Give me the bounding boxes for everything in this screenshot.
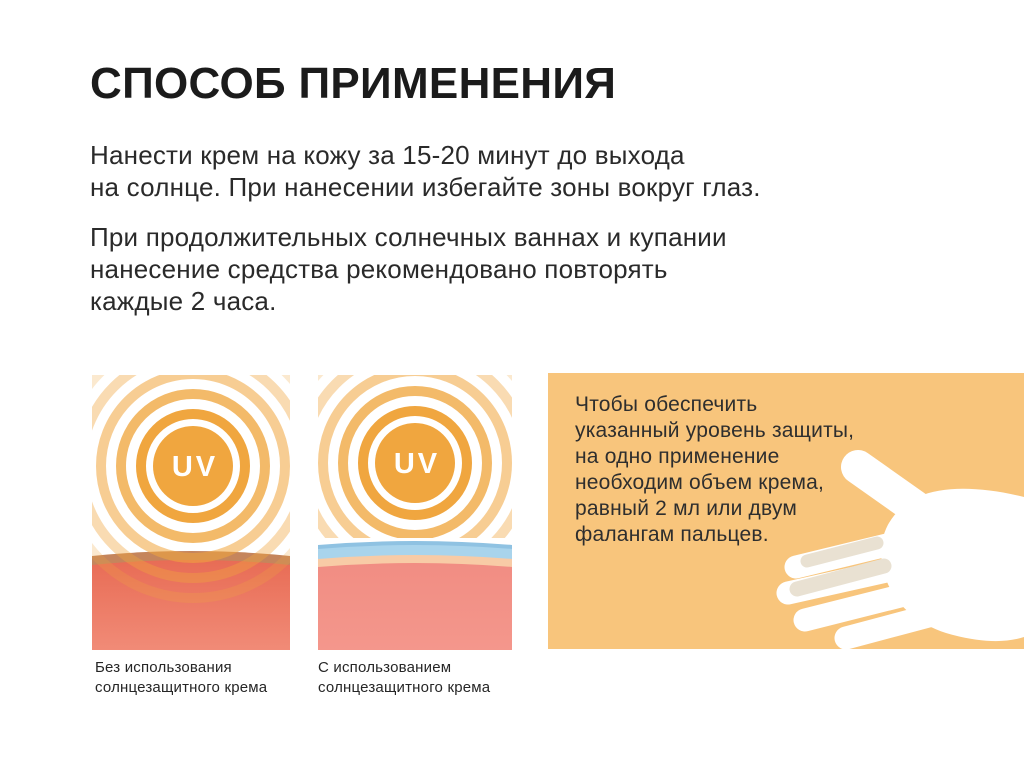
caption-with-spf-line2: солнцезащитного крема — [318, 679, 491, 696]
intro-p2-line1: При продолжительных солнечных ваннах и купании — [90, 222, 727, 252]
cream-volume-info-panel — [548, 373, 1024, 649]
intro-p1-line1: Нанести крем на кожу за 15-20 минут до выхода — [90, 140, 685, 170]
intro-p1-line2: на солнце. При нанесении избегайте зоны вокруг глаз. — [90, 172, 761, 202]
healthy-skin-layer — [318, 563, 512, 650]
caption-with-spf — [318, 658, 490, 698]
info-line-3: на одно применение — [575, 445, 780, 468]
uv-label: UV — [393, 448, 441, 480]
uv-no-spf-illustration — [92, 375, 290, 650]
protected-skin-graphic — [318, 541, 512, 650]
info-line-2: указанный уровень защиты, — [575, 419, 855, 442]
info-line-5: равный 2 мл или двум — [575, 497, 798, 520]
cream-volume-text — [575, 392, 854, 548]
info-line-1: Чтобы обеспечить — [575, 393, 758, 416]
caption-without-spf-line1: Без использования — [95, 659, 232, 676]
page-title: СПОСОБ ПРИМЕНЕНИЯ — [90, 59, 617, 108]
intro-paragraph-1 — [90, 139, 761, 203]
caption-with-spf-line1: С использованием — [318, 659, 452, 676]
caption-without-spf — [95, 658, 267, 698]
intro-p2-line3: каждые 2 часа. — [90, 286, 277, 316]
info-line-6: фалангам пальцев. — [575, 523, 769, 546]
uv-label: UV — [171, 451, 219, 483]
intro-paragraph-2 — [90, 221, 727, 317]
info-line-4: необходим объем крема, — [575, 471, 825, 494]
uv-with-spf-illustration — [318, 375, 512, 650]
intro-p2-line2: нанесение средства рекомендовано повторять — [90, 254, 668, 284]
caption-without-spf-line2: солнцезащитного крема — [95, 679, 268, 696]
